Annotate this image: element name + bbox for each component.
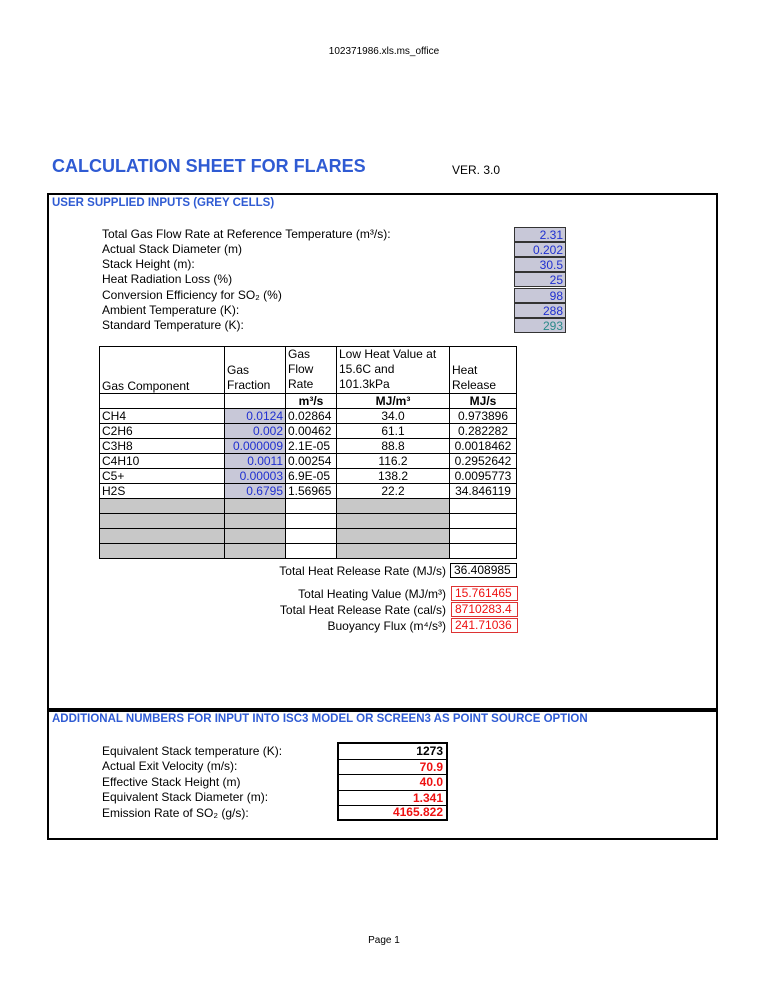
gas-component-name: CH4 (100, 409, 225, 424)
eq-value-exit-velocity: 70.9 (339, 760, 446, 776)
version-label: VER. 3.0 (452, 163, 501, 177)
empty-input-cell[interactable] (100, 544, 225, 559)
header-heat-release (450, 347, 517, 394)
empty-input-cell[interactable] (225, 499, 286, 514)
gas-component-name: C5+ (100, 469, 225, 484)
input-cell-stack-height[interactable]: 30.5 (514, 257, 566, 272)
empty-cell (450, 499, 517, 514)
header-lhv-line2: 15.6C and (339, 362, 395, 376)
empty-input-cell[interactable] (337, 499, 450, 514)
empty-input-cell[interactable] (337, 514, 450, 529)
header-gas-flow (286, 347, 337, 394)
total-heat-release-label: Total Heat Release Rate (MJ/s) (279, 564, 446, 578)
empty-input-cell[interactable] (100, 514, 225, 529)
gas-flow-value: 0.02864 (286, 409, 337, 424)
eq-label-effective-height: Effective Stack Height (m) (102, 775, 241, 789)
total-heating-value-label: Total Heating Value (MJ/m³) (298, 587, 446, 601)
buoyancy-flux-value: 241.71036 (451, 618, 518, 633)
header-flow-line1: Gas (288, 347, 311, 361)
gas-component-name: C4H10 (100, 454, 225, 469)
eq-label-stack-temp: Equivalent Stack temperature (K): (102, 744, 283, 758)
file-name: 102371986.xls.ms_office (328, 46, 440, 57)
gas-lhv-value: 138.2 (337, 469, 450, 484)
header-flow-line2: Flow (288, 362, 314, 376)
input-label-stack-height: Stack Height (m): (102, 257, 195, 271)
eq-value-emission-rate: 4165.822 (392, 805, 443, 819)
section1-header: USER SUPPLIED INPUTS (GREY CELLS) (52, 197, 275, 209)
gas-fraction-input[interactable]: 0.6795 (225, 484, 286, 499)
table-row (100, 409, 517, 424)
empty-cell (450, 544, 517, 559)
table-row (100, 469, 517, 484)
table-row (100, 454, 517, 469)
gas-heat-value: 0.973896 (450, 409, 517, 424)
unit-empty-1 (100, 394, 225, 409)
input-label-stack-diameter: Actual Stack Diameter (m) (102, 242, 243, 256)
input-label-conversion-efficiency: Conversion Efficiency for SO₂ (%) (102, 288, 282, 302)
gas-component-table (99, 346, 517, 559)
empty-cell (286, 514, 337, 529)
empty-row (100, 544, 517, 559)
empty-input-cell[interactable] (225, 544, 286, 559)
gas-fraction-input[interactable]: 0.000009 (225, 439, 286, 454)
total-heat-release-cal-value: 8710283.4 (451, 602, 518, 617)
empty-row (100, 514, 517, 529)
input-cell-flow-rate[interactable]: 2.31 (514, 227, 566, 242)
input-cell-radiation-loss[interactable]: 25 (514, 272, 566, 287)
gas-flow-value: 0.00254 (286, 454, 337, 469)
page-number: Page 1 (368, 935, 400, 946)
input-label-ambient-temp: Ambient Temperature (K): (102, 303, 240, 317)
unit-heat: MJ/s (450, 394, 517, 409)
total-heating-value: 15.761465 (451, 586, 518, 601)
gas-component-name: C3H8 (100, 439, 225, 454)
empty-input-cell[interactable] (100, 499, 225, 514)
header-lhv-line3: 101.3kPa (339, 377, 390, 391)
gas-lhv-value: 116.2 (337, 454, 450, 469)
unit-lhv: MJ/m³ (337, 394, 450, 409)
input-label-standard-temp: Standard Temperature (K): (102, 318, 244, 332)
total-heat-release-cal-label: Total Heat Release Rate (cal/s) (279, 603, 446, 617)
gas-fraction-input[interactable]: 0.0124 (225, 409, 286, 424)
gas-heat-value: 0.282282 (450, 424, 517, 439)
unit-empty-2 (225, 394, 286, 409)
header-flow-line3: Rate (288, 377, 314, 391)
sheet-title: CALCULATION SHEET FOR FLARES (52, 156, 366, 176)
gas-fraction-input[interactable]: 0.0011 (225, 454, 286, 469)
total-heat-release-value: 36.408985 (450, 563, 517, 578)
gas-component-name: C2H6 (100, 424, 225, 439)
header-low-heat-value (337, 347, 450, 394)
empty-input-cell[interactable] (337, 544, 450, 559)
buoyancy-flux-label: Buoyancy Flux (m⁴/s³) (327, 619, 446, 633)
eq-label-exit-velocity: Actual Exit Velocity (m/s): (102, 759, 238, 773)
eq-value-stack-temp: 1273 (339, 744, 446, 760)
section2-header: ADDITIONAL NUMBERS FOR INPUT INTO ISC3 MODEL OR SCREEN3 AS POINT SOURCE OPTION (52, 713, 588, 725)
empty-row (100, 529, 517, 544)
input-label-flow-rate: Total Gas Flow Rate at Reference Temperature (m³/s): (102, 227, 391, 241)
gas-fraction-input[interactable]: 0.00003 (225, 469, 286, 484)
gas-flow-value: 1.56965 (286, 484, 337, 499)
table-row (100, 439, 517, 454)
gas-heat-value: 0.0095773 (450, 469, 517, 484)
eq-label-stack-diameter: Equivalent Stack Diameter (m): (102, 790, 269, 804)
empty-cell (450, 529, 517, 544)
empty-cell (286, 499, 337, 514)
input-label-radiation-loss: Heat Radiation Loss (%) (102, 272, 233, 286)
empty-input-cell[interactable] (337, 529, 450, 544)
unit-flow: m³/s (286, 394, 337, 409)
gas-flow-value: 6.9E-05 (286, 469, 337, 484)
header-fraction-text: Gas Fraction (227, 363, 271, 392)
empty-input-cell[interactable] (100, 529, 225, 544)
header-gas-fraction (225, 347, 286, 394)
header-gas-component: Gas Component (100, 347, 225, 394)
gas-lhv-value: 22.2 (337, 484, 450, 499)
input-cell-stack-diameter[interactable]: 0.202 (514, 242, 566, 257)
gas-fraction-input[interactable]: 0.002 (225, 424, 286, 439)
empty-row (100, 499, 517, 514)
gas-lhv-value: 88.8 (337, 439, 450, 454)
empty-input-cell[interactable] (225, 529, 286, 544)
eq-label-emission-rate: Emission Rate of SO₂ (g/s): (102, 806, 249, 820)
gas-lhv-value: 61.1 (337, 424, 450, 439)
gas-heat-value: 34.846119 (450, 484, 517, 499)
gas-flow-value: 2.1E-05 (286, 439, 337, 454)
gas-component-name: H2S (100, 484, 225, 499)
table-row (100, 484, 517, 499)
input-cell-conversion-efficiency[interactable]: 98 (514, 288, 566, 303)
eq-value-effective-height: 40.0 (339, 775, 446, 791)
empty-cell (286, 544, 337, 559)
empty-cell (286, 529, 337, 544)
gas-heat-value: 0.2952642 (450, 454, 517, 469)
input-cell-ambient-temp[interactable]: 288 (514, 303, 566, 318)
gas-flow-value: 0.00462 (286, 424, 337, 439)
gas-heat-value: 0.0018462 (450, 439, 517, 454)
header-heat-line1: Heat (452, 363, 478, 377)
table-row (100, 424, 517, 439)
input-cell-standard-temp[interactable]: 293 (514, 318, 566, 333)
empty-cell (450, 514, 517, 529)
gas-lhv-value: 34.0 (337, 409, 450, 424)
empty-input-cell[interactable] (225, 514, 286, 529)
eq-value-stack-diameter: 1.341 (339, 791, 446, 807)
header-lhv-line1: Low Heat Value at (339, 347, 437, 361)
header-heat-line2: Release (452, 378, 497, 392)
